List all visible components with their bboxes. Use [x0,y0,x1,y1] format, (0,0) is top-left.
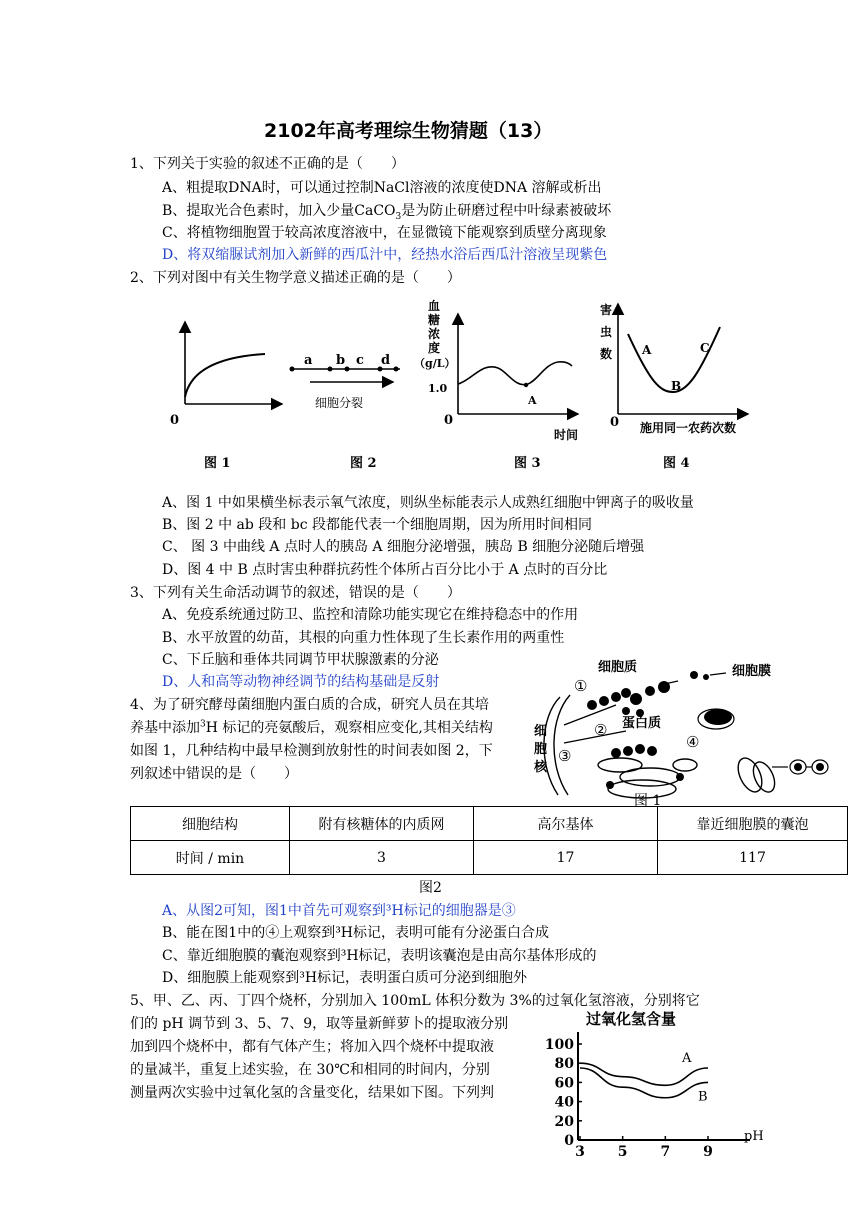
chart-series-label-A: A [682,1051,692,1066]
table-header-cell: 附有核糖体的内质网 [290,807,474,841]
fig4-ylabel-1: 害 [600,303,613,317]
chart-ytick-label: 60 [554,1075,574,1092]
q4-fig1-n4: ④ [686,733,700,751]
chart-series-line-A [580,1063,708,1085]
q2-option-a: A、图 1 中如果横坐标表示氧气浓度，则纵坐标能表示人成熟红细胞中钾离子的吸收量 [162,495,694,511]
table-header-cell: 高尔基体 [474,807,658,841]
fig2-label-b: b [336,353,346,368]
chart-xtick-label: 3 [575,1144,585,1160]
fig3-ylabel-4: 度 [428,341,441,355]
q4-option-d: D、细胞膜上能观察到³H标记，表明蛋白质可分泌到细胞外 [162,970,528,986]
q4-fig1-protein: 蛋白质 [622,716,662,731]
chart-xtick-label: 7 [660,1144,671,1160]
fig2-label-a: a [304,353,313,368]
q1-option-d: D、将双缩脲试剂加入新鲜的西瓜汁中，经热水浴后西瓜汁溶液呈现紫色 [162,247,608,263]
table-row [131,841,848,875]
table-header-cell: 靠近细胞膜的囊泡 [658,807,848,841]
q2-figures [160,292,760,477]
q4-table-caption: 图2 [419,880,442,896]
fig3 [414,298,578,471]
q4-time-table [130,806,848,875]
fig2-caption: 图 2 [350,456,377,471]
q4-fig1-nucleus-3: 核 [534,760,548,775]
q3-stem: 3、下列有关生命活动调节的叙述，错误的是（ ） [130,585,461,601]
fig1-origin: 0 [170,413,180,428]
table-row [131,807,848,841]
q4-fig1-n3: ③ [558,747,572,765]
fig3-point [524,383,528,387]
fig3-ylabel-1: 血 [428,299,441,313]
table-header-cell: 细胞结构 [131,807,290,841]
fig2-arrow-label: 细胞分裂 [315,396,364,410]
q1-stem: 1、下列关于实验的叙述不正确的是（ ） [130,156,405,172]
q1-option-a: A、粗提取DNA时，可以通过控制NaCl溶液的浓度使DNA 溶解或析出 [162,180,602,196]
chart-title: 过氧化氢含量 [586,1010,677,1028]
fig4-caption: 图 4 [663,456,690,471]
q1-option-b: B、提取光合色素时，加入少量CaCO$_3$是为防止研磨过程中叶绿素被破坏 [162,203,612,222]
chart-series-line-B [580,1068,708,1098]
q4-fig1-n2: ② [594,721,608,739]
fig3-point-label: A [528,394,537,407]
q4-fig1-cell-diagram [530,655,848,807]
fig1 [170,322,282,471]
chart-ytick-label: 40 [554,1094,574,1111]
table-cell: 时间 / min [131,841,290,875]
fig3-ylabel-3: 浓 [428,327,441,341]
q4-option-c: C、靠近细胞膜的囊泡观察到³H标记，表明该囊泡是由高尔基体形成的 [162,948,597,964]
fig4-xlabel: 施用同一农药次数 [640,421,737,435]
fig3-curve [458,362,572,385]
q4-fig1-nucleus-2: 胞 [534,742,548,757]
q4-fig1-membrane: 细胞膜 [732,664,772,679]
q2-stem: 2、下列对图中有关生物学意义描述正确的是（ ） [130,270,461,286]
q5-line2: 们的 pH 调节到 3、5、7、9，取等量新鲜萝卜的提取液分别 [130,1016,509,1032]
q1-option-c: C、将植物细胞置于较高浓度溶液中，在显微镜下能观察到质壁分离现象 [162,225,607,241]
q4-fig1-n1: ① [574,677,588,695]
fig2 [290,353,401,471]
fig4-ylabel-3: 数 [600,347,613,361]
fig3-tick: 1.0 [428,382,448,395]
h2o2-chart [540,1008,770,1168]
q4-option-b: B、能在图1中的④上观察到³H标记，表明可能有分泌蛋白合成 [162,925,550,941]
chart-series-label-B: B [698,1089,708,1105]
fig3-origin: 0 [444,413,454,428]
fig1-curve [185,354,265,397]
q2-option-d: D、图 4 中 B 点时害虫种群抗药性个体所占百分比小于 A 点时的百分比 [162,562,608,578]
q5-line4: 的量减半，重复上述实验，在 30℃和相同的时间内，分别 [130,1062,490,1078]
table-cell: 3 [290,841,474,875]
q4-fig1-nucleus-1: 细 [534,724,548,739]
chart-ytick-label: 100 [544,1037,574,1053]
fig3-ylabel-2: 糖 [428,313,441,327]
q4-line4: 列叙述中错误的是（ ） [130,766,298,782]
q4-fig1-cytoplasm: 细胞质 [598,660,638,675]
q5-line5: 测量两次实验中过氧化氢的含量变化，结果如下图。下列判 [130,1085,494,1101]
chart-xtick-label: 9 [703,1144,713,1160]
q2-option-b: B、图 2 中 ab 段和 bc 段都能代表一个细胞周期，因为所用时间相同 [162,517,593,533]
q4-line1: 4、为了研究酵母菌细胞内蛋白质的合成，研究人员在其培 [130,697,489,713]
q4-option-a: A、从图2可知，图1中首先可观察到³H标记的细胞器是③ [162,903,516,919]
fig3-xlabel: 时间 [554,428,579,442]
fig4-origin: 0 [610,415,620,430]
fig2-label-d: d [381,353,391,368]
q4-fig1-caption: 图 1 [634,793,662,807]
chart-ytick-label: 0 [564,1133,574,1149]
fig3-unit: （g/L） [414,357,456,370]
q5-line3: 加到四个烧杯中，都有气体产生；将加入四个烧杯中提取液 [130,1039,494,1055]
fig4-point-b: B [671,379,682,393]
fig4-point-a: A [642,343,652,357]
fig4-point-c: C [700,341,710,355]
chart-xtick-label: 5 [617,1144,628,1160]
q4-line2: 养基中添加$^3$H 标记的亮氨酸后，观察相应变化,其相关结构 [130,719,493,736]
table-cell: 117 [658,841,848,875]
q2-option-c: C、 图 3 中曲线 A 点时人的胰岛 A 细胞分泌增强，胰岛 B 细胞分泌随后增强 [162,539,645,555]
q3-option-a: A、免疫系统通过防卫、监控和清除功能实现它在维持稳态中的作用 [162,607,579,623]
q5-line1: 5、甲、乙、丙、丁四个烧杯，分别加入 100mL 体积分数为 3%的过氧化氢溶液，分别将它 [130,993,700,1009]
fig3-caption: 图 3 [514,456,541,471]
fig2-label-c: c [356,353,364,368]
page-title: 2102年高考理综生物猜题（13） [264,120,553,142]
q3-option-c: C、下丘脑和垂体共同调节甲状腺激素的分泌 [162,652,439,668]
table-cell: 17 [474,841,658,875]
q3-option-b: B、水平放置的幼苗，其根的向重力性体现了生长素作用的两重性 [162,630,565,646]
chart-xlabel: pH [744,1129,764,1144]
chart-ytick-label: 80 [554,1056,574,1073]
fig1-caption: 图 1 [204,456,231,471]
q3-option-d: D、人和高等动物神经调节的结构基础是反射 [162,674,440,690]
fig4-ylabel-2: 虫 [600,325,613,339]
fig4 [600,302,748,471]
chart-ytick-label: 20 [554,1113,574,1130]
q4-line3: 如图 1，几种结构中最早检测到放射性的时间表如图 2，下 [130,743,493,759]
